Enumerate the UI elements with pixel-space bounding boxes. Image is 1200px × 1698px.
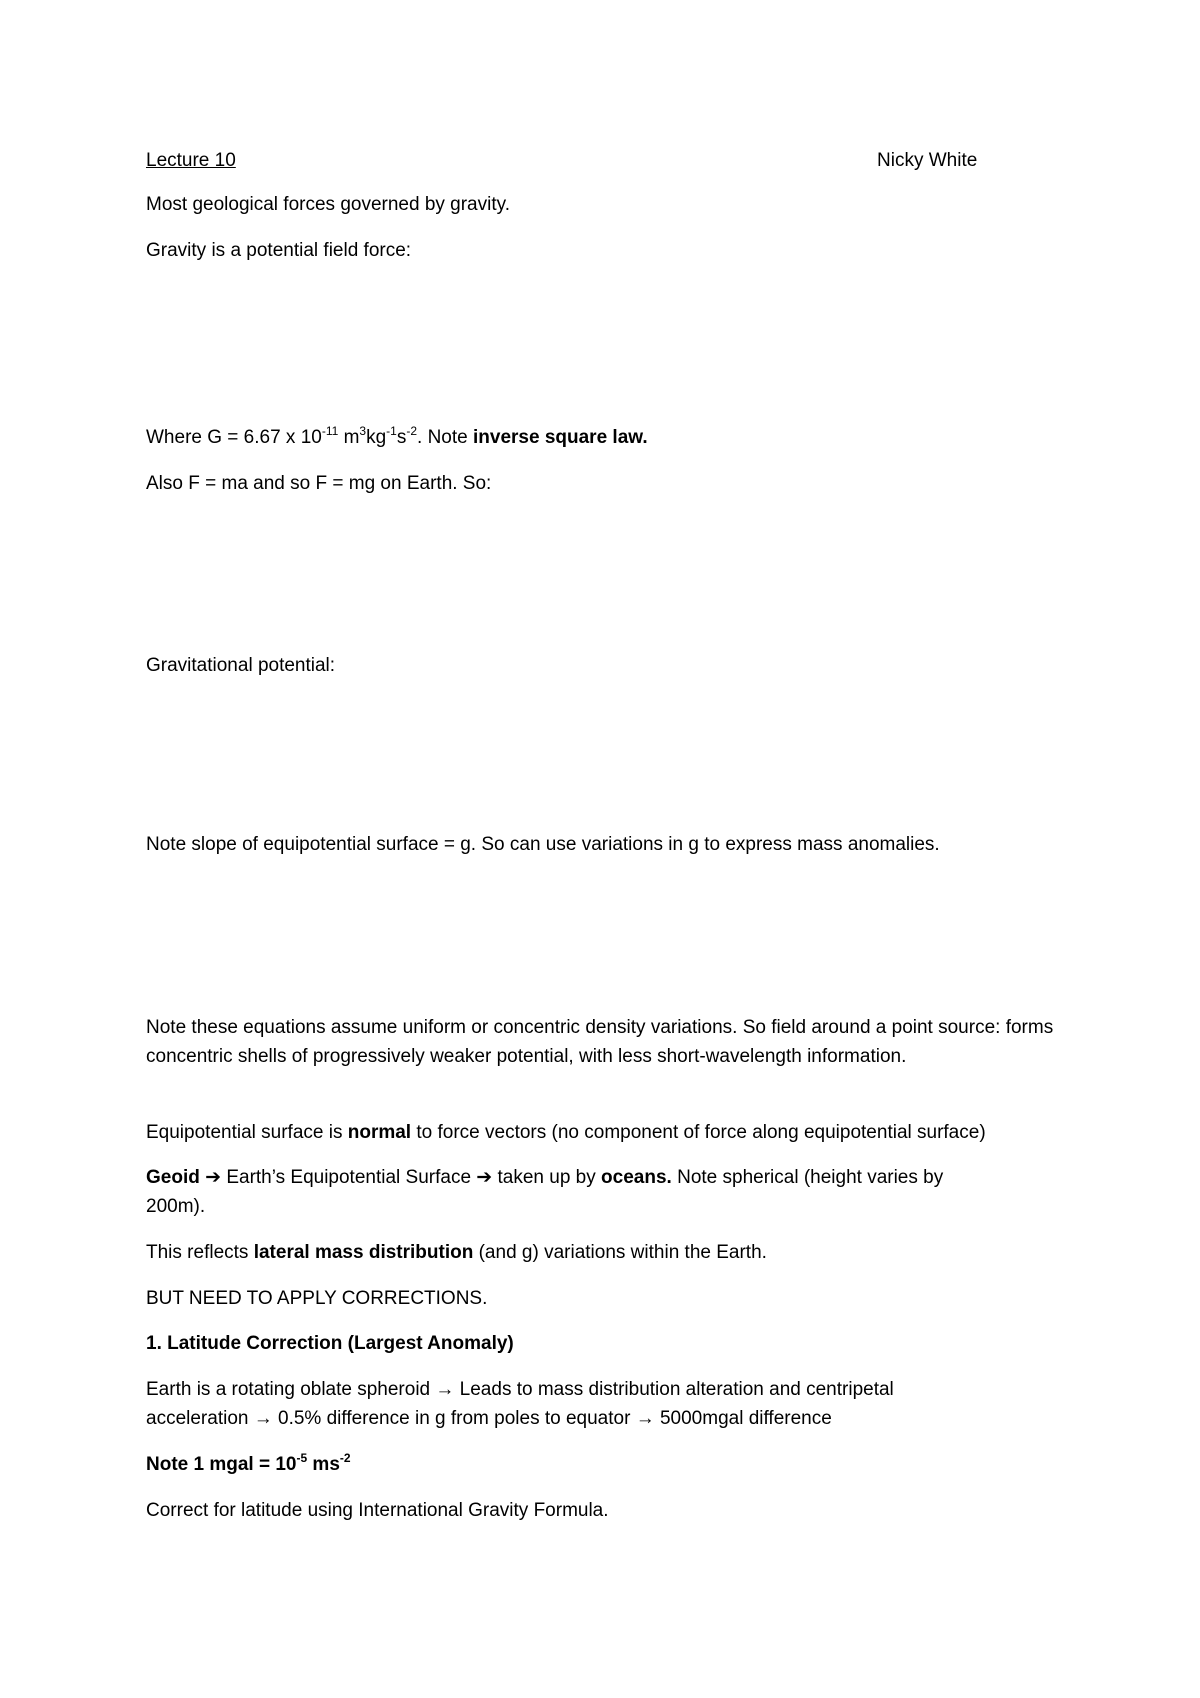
geoid-paragraph [146,1163,1006,1221]
geoid-suffix: Note spherical (height varies by 200m). [146,1167,944,1217]
oceans-bold: oceans. [601,1167,672,1188]
exponent: -1 [386,424,397,438]
mgal-unit: ms [307,1454,340,1475]
latitude-heading: 1. Latitude Correction (Largest Anomaly) [146,1333,514,1354]
lecture-title: Lecture 10 [146,150,236,171]
arrow-icon: ➔ [199,1167,227,1188]
exponent: 3 [359,424,367,438]
equipotential-suffix: to force vectors (no component of force along equipotential surface) [411,1122,986,1143]
normal-bold: normal [347,1122,412,1143]
unit-kg: kg [366,427,387,448]
equipotential-prefix: Equipotential surface is [146,1122,348,1143]
earth-rotating-paragraph: Earth is a rotating oblate spheroid → Leads to mass distribution alteration and centripetal acceleration → 0.5% difference in g from poles to equator → 5000mgal difference [146,1379,894,1429]
correct-latitude-line: Correct for latitude using International Gravity Formula. [146,1500,609,1521]
also-f-line: Also F = ma and so F = mg on Earth. So: [146,473,492,494]
grav-potential-line: Gravitational potential: [146,655,336,676]
where-g-prefix: Where G = 6.67 x 10 [146,427,322,448]
mgal-prefix: Note 1 mgal = 10 [146,1454,297,1475]
note-text: . Note [417,427,473,448]
reflects-prefix: This reflects [146,1242,254,1263]
exponent: -2 [339,1451,351,1465]
where-g-line [146,423,648,452]
corrections-line: BUT NEED TO APPLY CORRECTIONS. [146,1288,488,1309]
arrow-icon: ➔ [471,1167,498,1188]
geoid-mid-2: taken up by [497,1167,602,1188]
intro-line-2: Gravity is a potential field force: [146,240,412,261]
unit-s: s [396,427,407,448]
note-slope-line: Note slope of equipotential surface = g. So can use variations in g to express mass anomalies. [146,834,940,855]
note-equations-paragraph: Note these equations assume uniform or concentric density variations. So field around a point source: forms concentric shells of progressively weaker potential, with less short-wavelength information. [146,1017,1054,1067]
reflects-suffix: (and g) variations within the Earth. [473,1242,767,1263]
author-name: Nicky White [877,150,978,171]
inverse-square-law: inverse square law. [473,427,648,448]
unit-m: m [338,427,360,448]
lateral-mass-bold: lateral mass distribution [253,1242,474,1263]
geoid-bold: Geoid [146,1167,200,1188]
exponent: -2 [406,424,418,438]
exponent: -5 [296,1451,308,1465]
exponent: -11 [321,424,339,438]
geoid-mid-1: Earth’s Equipotential Surface [226,1167,472,1188]
reflects-line [146,1238,767,1267]
mgal-note-line [146,1450,351,1479]
equipotential-line [146,1118,986,1147]
intro-line-1: Most geological forces governed by gravity. [146,194,510,215]
